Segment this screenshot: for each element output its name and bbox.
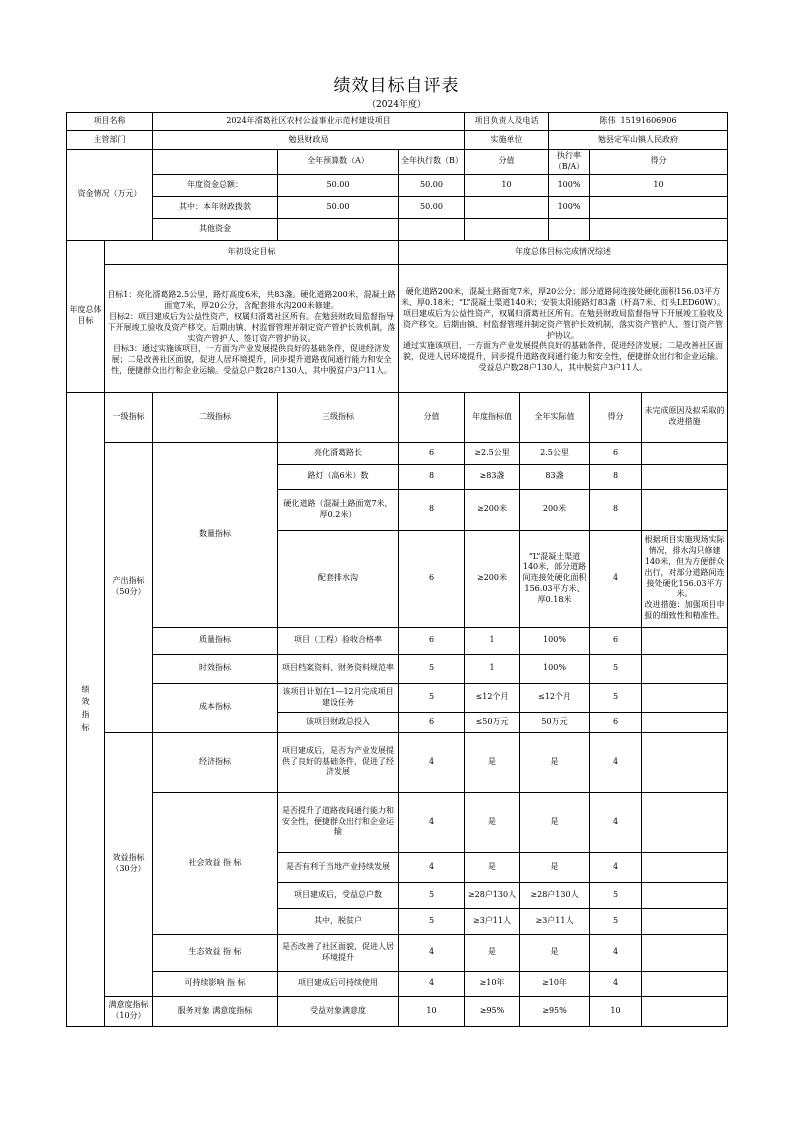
indicator-value: 8: [399, 464, 465, 489]
indicator-score: 6: [590, 627, 642, 654]
indicator-actual: ≥95%: [520, 996, 590, 1026]
indicator-actual: 是: [520, 732, 590, 792]
indicator-value: 4: [399, 934, 465, 971]
indicator-score: 6: [590, 442, 642, 464]
quality-indicator: 质量指标: [153, 627, 278, 654]
perf-head-reason: 未完成原因及拟采取的改进措施: [642, 392, 728, 442]
indicator-score: 10: [590, 996, 642, 1026]
indicator-value: 4: [399, 971, 465, 996]
funds-row-exec: [399, 218, 465, 240]
indicator-target: ≥83盏: [465, 464, 520, 489]
indicator-value: 5: [399, 654, 465, 683]
indicator-value: 4: [399, 732, 465, 792]
l3-indicator: 路灯（高6米）数: [278, 464, 399, 489]
timeliness-indicator: 时效指标: [153, 654, 278, 683]
indicator-value: 4: [399, 792, 465, 852]
benefit-indicator: 效益指标（30分）: [105, 732, 153, 996]
indicator-reason: 根据项目实施现场实际情况，排水沟只修建140米，但为方便群众出行，对部分道路间连接处硬化156.03平方米。 改进措施：加强项目申报的细致性和精准性。: [642, 530, 728, 627]
l3-indicator: 是否有利于当地产业持续发展: [278, 852, 399, 882]
cost-indicator: 成本指标: [153, 683, 278, 732]
perf-head-actual: 全年实际值: [520, 392, 590, 442]
indicator-score: 4: [590, 852, 642, 882]
funds-row-value: [465, 218, 549, 240]
funds-row-exec: 50.00: [399, 174, 465, 196]
indicator-value: 5: [399, 908, 465, 934]
funds-row-label: 年度资金总额：: [153, 174, 278, 196]
indicator-value: 6: [399, 712, 465, 732]
indicator-actual: 是: [520, 792, 590, 852]
social-indicator: 社会效益 指 标: [153, 792, 278, 934]
goals-actual-text: 硬化道路200米，混凝土路面宽7米，厚20公分；部分道路间连接处硬化面积156.03平方米、厚0.18米；“L”混凝土渠道140米；安装太阳能路灯83盏（杆高7米、灯头LED60W）。 项目建成后为公益性资产，权属归湑葛社区所有。在勉县财政局监督指导下开展竣工验收及资产移交。后期由镇、村监督管理并制定资产管护长效机制，落实资产管护人、签订资产管护协议。 通过实施该项目，一方面为产业发展提供良好的基础条件，促进经济发展；二是改善社区面貌，促进人居环境提升，同步提升道路夜间通行能力和安全性，便捷群众出行和企业运输。受益总户数28户130人，其中脱贫户3户11人。: [399, 264, 728, 392]
perf-head-score: 得分: [590, 392, 642, 442]
indicator-actual: “L”混凝土渠道140米，部分道路间连接处硬化面积156.03平方米、厚0.18米: [520, 530, 590, 627]
perf-head-l2: 二级指标: [153, 392, 278, 442]
indicator-value: 6: [399, 627, 465, 654]
indicator-actual: 2.5公里: [520, 442, 590, 464]
indicator-actual: ≥3户11人: [520, 908, 590, 934]
owner-phone: 15191606906: [620, 116, 677, 126]
perf-head-target: 年度指标值: [465, 392, 520, 442]
economic-indicator: 经济指标: [153, 732, 278, 792]
l3-indicator: 项目（工程）验收合格率: [278, 627, 399, 654]
indicator-target: ≥2.5公里: [465, 442, 520, 464]
indicator-value: 6: [399, 530, 465, 627]
funds-row-rate: [549, 218, 590, 240]
indicator-actual: 100%: [520, 654, 590, 683]
funds-row-value: [465, 196, 549, 218]
indicator-target: ≥200米: [465, 530, 520, 627]
l3-indicator: 配套排水沟: [278, 530, 399, 627]
self-evaluation-table: [66, 112, 728, 1027]
indicator-value: 10: [399, 996, 465, 1026]
l3-indicator: 硬化道路（混凝土路面宽7米，厚0.2米）: [278, 489, 399, 530]
indicator-reason: [642, 683, 728, 712]
satisfaction-indicator: 满意度指标（10分）: [105, 996, 153, 1026]
indicator-actual: 200米: [520, 489, 590, 530]
year-subtitle: （2024年度）: [367, 100, 426, 110]
indicator-reason: [642, 464, 728, 489]
indicator-target: ≤12个月: [465, 683, 520, 712]
indicator-score: 4: [590, 732, 642, 792]
indicator-actual: 83盏: [520, 464, 590, 489]
dept-value: 勉县财政局: [153, 131, 465, 150]
indicator-actual: 50万元: [520, 712, 590, 732]
project-name-value: 2024年湑葛社区农村公益事业示范村建设项目: [153, 113, 465, 131]
funds-exec-head: 全年执行数（B）: [399, 150, 465, 175]
indicator-actual: ≥28户130人: [520, 882, 590, 908]
indicator-actual: 100%: [520, 627, 590, 654]
perf-head-l3: 三级指标: [278, 392, 399, 442]
funds-row-rate: 100%: [549, 196, 590, 218]
goals-plan-text: 目标1：亮化湑葛路2.5公里，路灯高度6米，共83盏。硬化道路200米，混凝土路面宽7米，厚20公分，含配套排水沟200米修建。 目标2：项目建成后为公益性资产，权属归湑葛社区所有。在勉县财政局监督指导下开展竣工验收及资产移交。后期由镇、村监督管理并制定资产管护长效机制，落实资产管护人、签订资产管护协议。 目标3：通过实施该项目，一方面为产业发展提供良好的基础条件，促进经济发展；二是改善社区面貌，促进人居环境提升，同步提升道路夜间通行能力和安全性，便捷群众出行和企业运输。受益总户数28户130人，其中脱贫户3户11人。: [105, 264, 399, 392]
indicator-score: 8: [590, 464, 642, 489]
owner-name: 陈伟: [599, 116, 616, 126]
sustain-indicator: 可持续影响 指 标: [153, 971, 278, 996]
funds-label: 资金情况（万元）: [67, 150, 153, 241]
indicator-target: 1: [465, 627, 520, 654]
l3-indicator: 项目建成后，受益总户数: [278, 882, 399, 908]
indicator-value: 8: [399, 489, 465, 530]
indicator-target: ≥10年: [465, 971, 520, 996]
funds-row-exec: 50.00: [399, 196, 465, 218]
goals-label: 年度总体目标: [67, 240, 105, 392]
indicator-score: 4: [590, 934, 642, 971]
indicator-target: 是: [465, 792, 520, 852]
quantity-indicator: 数量指标: [153, 442, 278, 627]
indicator-reason: [642, 908, 728, 934]
l3-indicator: 是否提升了道路夜间通行能力和安全性，便捷群众出行和企业运输: [278, 792, 399, 852]
l3-indicator: 亮化湑葛路长: [278, 442, 399, 464]
indicator-value: 5: [399, 683, 465, 712]
indicator-reason: [642, 934, 728, 971]
indicator-score: 5: [590, 654, 642, 683]
project-name-label: 项目名称: [67, 113, 153, 131]
funds-row-budget: 50.00: [278, 196, 399, 218]
indicator-target: 是: [465, 934, 520, 971]
funds-row-score: [590, 218, 728, 240]
l3-indicator: 是否改善了社区面貌，促进人居环境提升: [278, 934, 399, 971]
output-indicator: 产出指标（50分）: [105, 442, 153, 732]
indicator-score: 5: [590, 683, 642, 712]
l3-indicator: 项目建成后，是否为产业发展提供了良好的基础条件，促进了经济发展: [278, 732, 399, 792]
impl-value: 勉县定军山镇人民政府: [549, 131, 728, 150]
goals-actual-head: 年度总体目标完成情况综述: [399, 240, 728, 264]
indicator-target: 是: [465, 852, 520, 882]
funds-rate-head: 执行率（B/A）: [549, 150, 590, 175]
indicator-score: 4: [590, 971, 642, 996]
indicator-actual: 是: [520, 934, 590, 971]
indicator-score: 4: [590, 530, 642, 627]
indicator-reason: [642, 882, 728, 908]
indicator-target: 1: [465, 654, 520, 683]
indicator-reason: [642, 792, 728, 852]
funds-row-rate: 100%: [549, 174, 590, 196]
indicator-score: 5: [590, 882, 642, 908]
perf-head-l1: 一级指标: [105, 392, 153, 442]
indicator-value: 6: [399, 442, 465, 464]
l3-indicator: 该项目财政总投入: [278, 712, 399, 732]
indicator-value: 5: [399, 882, 465, 908]
indicator-target: ≥95%: [465, 996, 520, 1026]
project-owner-value: [549, 113, 728, 131]
indicator-reason: [642, 627, 728, 654]
service-indicator: 服务对象 满意度指标: [153, 996, 278, 1026]
l3-indicator: 项目档案资料、财务资料规范率: [278, 654, 399, 683]
funds-row-label: 其中：本年财政拨款: [153, 196, 278, 218]
funds-empty-head: [153, 150, 278, 175]
funds-score-head: 得分: [590, 150, 728, 175]
goals-plan-head: 年初设定目标: [105, 240, 399, 264]
indicator-actual: 是: [520, 852, 590, 882]
funds-row-budget: 50.00: [278, 174, 399, 196]
indicator-reason: [642, 732, 728, 792]
indicator-reason: [642, 712, 728, 732]
indicator-score: 5: [590, 908, 642, 934]
funds-row-score: 10: [590, 174, 728, 196]
indicator-target: ≥3户11人: [465, 908, 520, 934]
perf-label: [67, 392, 105, 1026]
impl-label: 实施单位: [465, 131, 549, 150]
l3-indicator: 该项目计划在1—12月完成项目建设任务: [278, 683, 399, 712]
page-title: 绩效目标自评表: [333, 76, 460, 96]
perf-label-text: 绩效指标: [81, 684, 90, 732]
indicator-reason: [642, 971, 728, 996]
indicator-target: ≤50万元: [465, 712, 520, 732]
funds-value-head: 分值: [465, 150, 549, 175]
l3-indicator: 受益对象满意度: [278, 996, 399, 1026]
l3-indicator: 项目建成后可持续使用: [278, 971, 399, 996]
funds-budget-head: 全年预算数（A）: [278, 150, 399, 175]
funds-row-score: [590, 196, 728, 218]
indicator-reason: [642, 489, 728, 530]
funds-row-value: 10: [465, 174, 549, 196]
indicator-target: 是: [465, 732, 520, 792]
indicator-target: ≥28户130人: [465, 882, 520, 908]
indicator-reason: [642, 996, 728, 1026]
indicator-value: 4: [399, 852, 465, 882]
indicator-actual: ≥10年: [520, 971, 590, 996]
indicator-reason: [642, 442, 728, 464]
indicator-target: ≥200米: [465, 489, 520, 530]
indicator-reason: [642, 852, 728, 882]
funds-row-label: 其他资金: [153, 218, 278, 240]
perf-head-value: 分值: [399, 392, 465, 442]
indicator-score: 6: [590, 712, 642, 732]
indicator-score: 4: [590, 792, 642, 852]
ecology-indicator: 生态效益 指 标: [153, 934, 278, 971]
funds-row-budget: [278, 218, 399, 240]
indicator-score: 8: [590, 489, 642, 530]
dept-label: 主管部门: [67, 131, 153, 150]
indicator-reason: [642, 654, 728, 683]
indicator-actual: ≤12个月: [520, 683, 590, 712]
l3-indicator: 其中，脱贫户: [278, 908, 399, 934]
project-owner-label: 项目负责人及电话: [465, 113, 549, 131]
